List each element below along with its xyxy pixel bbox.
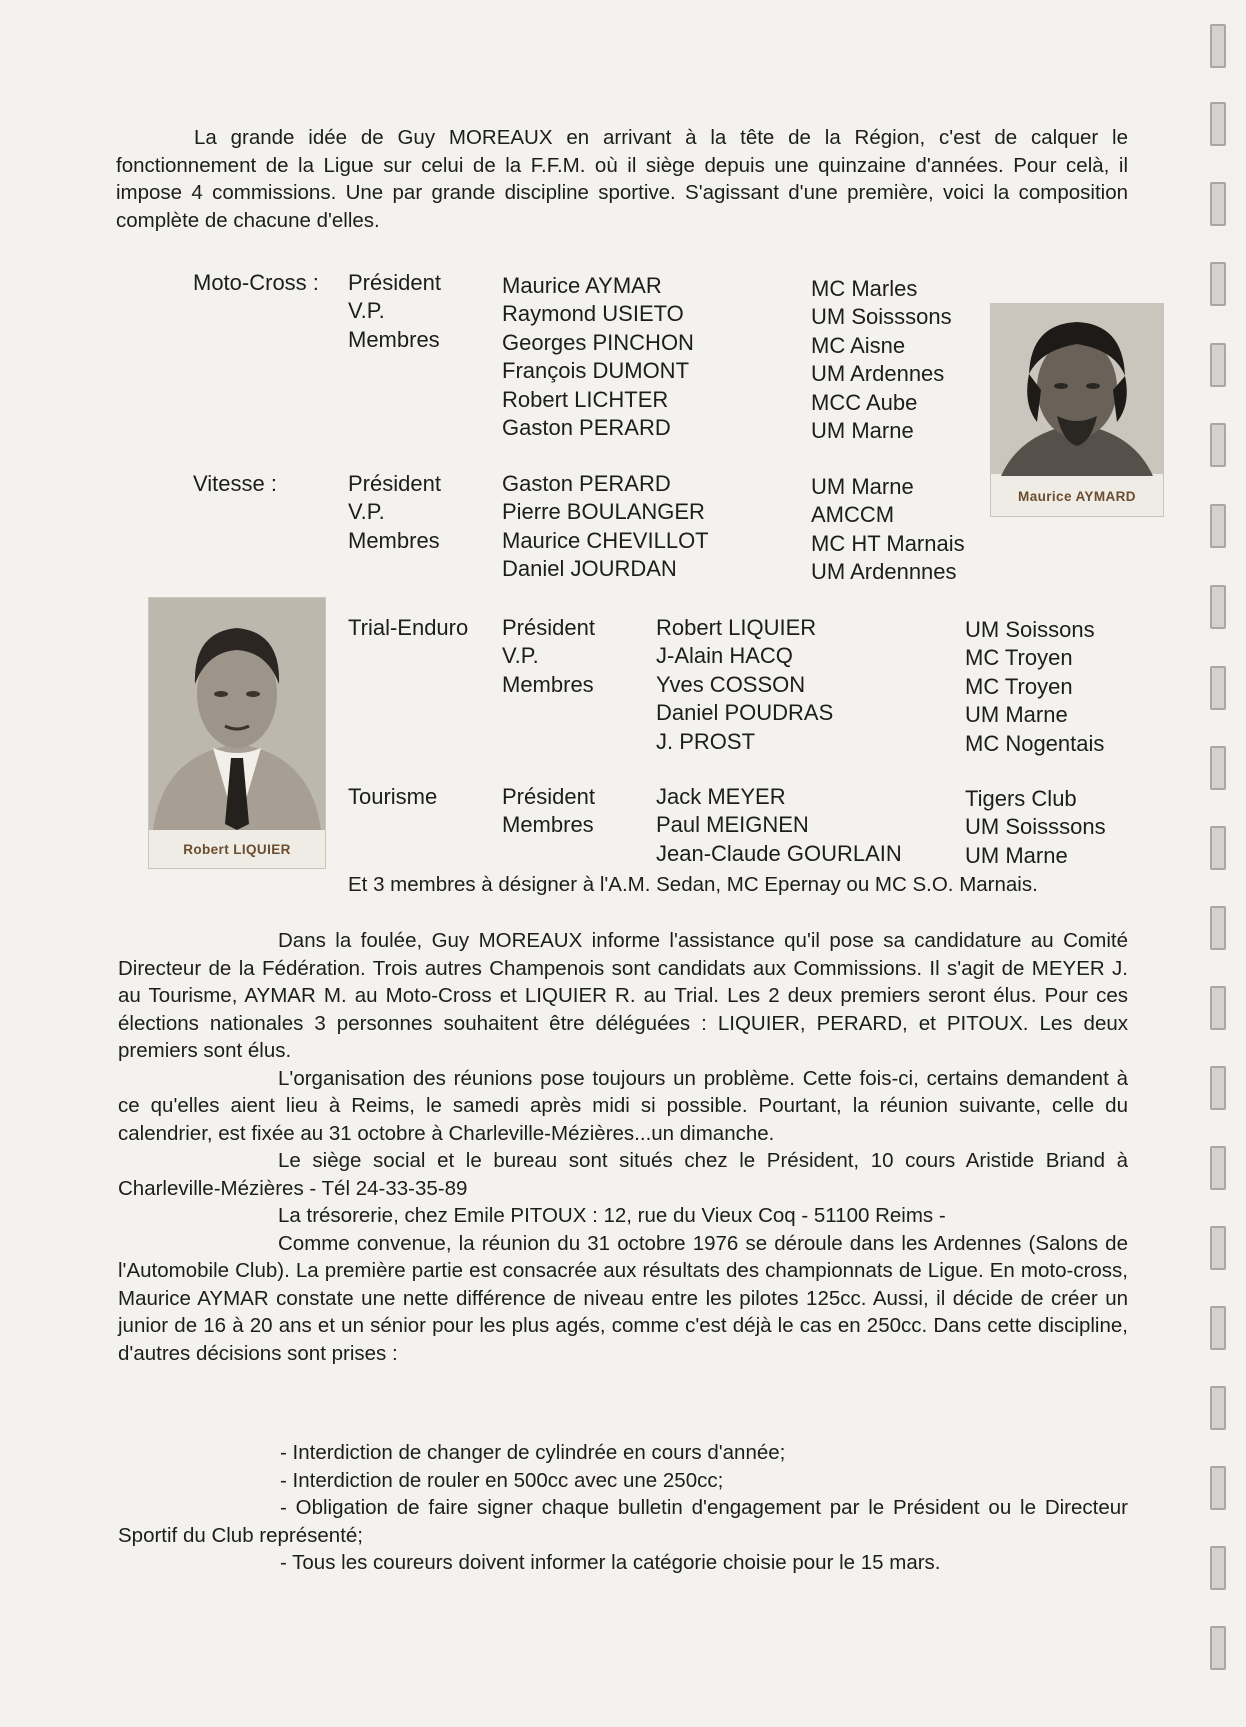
binder-hole — [1210, 504, 1226, 548]
person: Gaston PERARD — [502, 471, 671, 496]
tourisme-people — [656, 783, 902, 868]
club: MC HT Marnais — [811, 530, 965, 556]
trial-clubs — [965, 616, 1104, 758]
moto-cross-people — [502, 272, 694, 442]
binder-hole — [1210, 262, 1226, 306]
binder-hole — [1210, 666, 1226, 710]
intro-paragraph — [116, 124, 1128, 234]
person: Robert LIQUIER — [656, 615, 817, 640]
paragraph: Dans la foulée, Guy MOREAUX informe l'assistance qu'il pose sa candidature au Comité Directeur de la Fédération. Trois autres Champenois sont candidats aux Commissions. Il s'agit de MEYER J. au Tourisme, AYMAR M. au Moto-Cross et LIQUIER R. au Trial. Les 2 deux premiers seront élus. Pour ces élections nationales 3 personnes souhaitent être déléguées : LIQUIER, PERARD, et PITOUX. Les deux premiers sont élus. — [118, 929, 1128, 1062]
binder-hole — [1210, 1146, 1226, 1190]
person: Pierre BOULANGER — [502, 499, 705, 525]
person: Raymond USIETO — [502, 301, 684, 327]
club: AMCCM — [811, 502, 895, 528]
binder-hole — [1210, 986, 1226, 1030]
photo-caption: Robert LIQUIER — [183, 842, 291, 857]
list-item-wrapped — [118, 1494, 1128, 1549]
club: UM Marne — [965, 702, 1068, 728]
person: Yves COSSON — [656, 671, 806, 697]
moto-cross-clubs — [811, 275, 952, 445]
trial-enduro-label: Trial-Enduro — [348, 615, 469, 640]
role: Membres — [502, 671, 594, 697]
body-section — [118, 927, 1128, 1367]
binder-hole — [1210, 182, 1226, 226]
binder-hole — [1210, 585, 1226, 629]
person: Georges PINCHON — [502, 329, 694, 355]
club: UM Marne — [811, 418, 914, 444]
binder-hole — [1210, 1226, 1226, 1270]
person: Jack MEYER — [656, 784, 786, 809]
person: Maurice CHEVILLOT — [502, 527, 709, 553]
tourisme-clubs — [965, 785, 1106, 870]
binder-hole — [1210, 746, 1226, 790]
role: Membres — [502, 812, 594, 838]
vitesse-clubs — [811, 473, 965, 587]
role: Président — [502, 784, 595, 809]
tourisme-label: Tourisme — [348, 784, 438, 809]
binder-hole — [1210, 423, 1226, 467]
extra-members-note: Et 3 membres à désigner à l'A.M. Sedan, MC Epernay ou MC S.O. Marnais. — [348, 873, 1038, 896]
club: MC Marles — [811, 276, 918, 301]
paragraph: Le siège social et le bureau sont situés chez le Président, 10 cours Aristide Briand à Charleville-Mézières - Tél 24-33-35-89 — [118, 1149, 1128, 1200]
club: MCC Aube — [811, 389, 918, 415]
club: UM Soissons — [965, 617, 1095, 642]
binder-hole — [1210, 1306, 1226, 1350]
role: Président — [502, 615, 595, 640]
person: Daniel POUDRAS — [656, 700, 834, 726]
club: UM Soisssons — [811, 304, 952, 330]
trial-people — [656, 614, 833, 756]
role: Président — [348, 270, 441, 295]
club: MC Nogentais — [965, 730, 1105, 756]
person: Daniel JOURDAN — [502, 556, 677, 582]
list-item: - Tous les coureurs doivent informer la catégorie choisie pour le 15 mars. — [280, 1551, 941, 1574]
binder-hole — [1210, 1386, 1226, 1430]
list-item: - Obligation de faire signer chaque bulletin d'engagement par le Président ou le Directeur Sportif du Club représenté; — [118, 1496, 1128, 1547]
tourisme-roles — [502, 783, 595, 840]
role: Membres — [348, 527, 440, 553]
paragraph: Comme convenue, la réunion du 31 octobre 1976 se déroule dans les Ardennes (Salons de l'Automobile Club). La première partie est consacrée aux résultats des championnats de Ligue. En moto-cross, Maurice AYMAR constate une nette différence de niveau entre les pilotes 125cc. Aussi, il décide de créer un junior de 16 à 20 ans et un sénior pour les plus agés, comme c'est déjà le cas en 250cc. Dans cette discipline, d'autres décisions sont prises : — [118, 1231, 1128, 1365]
club: MC Troyen — [965, 673, 1073, 699]
club: Tigers Club — [965, 786, 1077, 811]
person: Maurice AYMAR — [502, 273, 662, 298]
person: J-Alain HACQ — [656, 643, 793, 669]
list-item: - Interdiction de changer de cylindrée en cours d'année; — [280, 1441, 786, 1464]
binder-hole — [1210, 343, 1226, 387]
photo-maurice-aymard — [990, 303, 1164, 517]
club: UM Ardennes — [811, 361, 945, 387]
binder-hole — [1210, 1626, 1226, 1670]
binder-hole — [1210, 24, 1226, 68]
club: UM Marne — [965, 842, 1068, 868]
club: UM Soisssons — [965, 814, 1106, 840]
person: François DUMONT — [502, 358, 690, 384]
role: Président — [348, 471, 441, 496]
person: J. PROST — [656, 728, 756, 754]
binder-holes — [1186, 0, 1246, 1727]
binder-hole — [1210, 906, 1226, 950]
club: UM Ardennnes — [811, 559, 957, 585]
person: Robert LICHTER — [502, 386, 669, 412]
photo-caption: Maurice AYMARD — [1018, 489, 1136, 504]
role: V.P. — [348, 298, 385, 324]
club: UM Marne — [811, 474, 914, 499]
person: Gaston PERARD — [502, 415, 671, 441]
binder-hole — [1210, 826, 1226, 870]
person: Paul MEIGNEN — [656, 812, 809, 838]
paragraph: La trésorerie, chez Emile PITOUX : 12, rue du Vieux Coq - 51100 Reims - — [278, 1204, 946, 1227]
club: MC Troyen — [965, 645, 1073, 671]
paragraph: L'organisation des réunions pose toujours un problème. Cette fois-ci, certains demandent à ce qu'elles aient lieu à Reims, le samedi après midi si possible. Pourtant, la réunion suivante, celle du calendrier, est fixée au 31 octobre à Charleville-Mézières...un dimanche. — [118, 1066, 1128, 1145]
binder-hole — [1210, 1546, 1226, 1590]
moto-cross-label: Moto-Cross : — [193, 270, 319, 295]
portrait-image — [149, 598, 325, 868]
club: MC Aisne — [811, 332, 906, 358]
moto-cross-roles — [348, 269, 441, 354]
role: V.P. — [348, 499, 385, 525]
trial-roles — [502, 614, 595, 699]
binder-hole — [1210, 1066, 1226, 1110]
binder-hole — [1210, 102, 1226, 146]
list-item: - Interdiction de rouler en 500cc avec une 250cc; — [280, 1469, 724, 1492]
person: Jean-Claude GOURLAIN — [656, 840, 902, 866]
vitesse-label: Vitesse : — [193, 471, 277, 496]
role: Membres — [348, 326, 440, 352]
intro-text: La grande idée de Guy MOREAUX en arrivant à la tête de la Région, c'est de calquer le fonctionnement de la Ligue sur celui de la F.F.M. où il siège depuis une quinzaine d'années. Pour celà, il impose 4 commissions. Une par grande discipline sportive. S'agissant d'une première, voici la composition complète de chacune d'elles. — [116, 126, 1128, 232]
vitesse-roles — [348, 470, 441, 555]
binder-hole — [1210, 1466, 1226, 1510]
photo-robert-liquier — [148, 597, 326, 869]
vitesse-people — [502, 470, 709, 584]
role: V.P. — [502, 643, 539, 669]
portrait-image — [991, 304, 1163, 516]
